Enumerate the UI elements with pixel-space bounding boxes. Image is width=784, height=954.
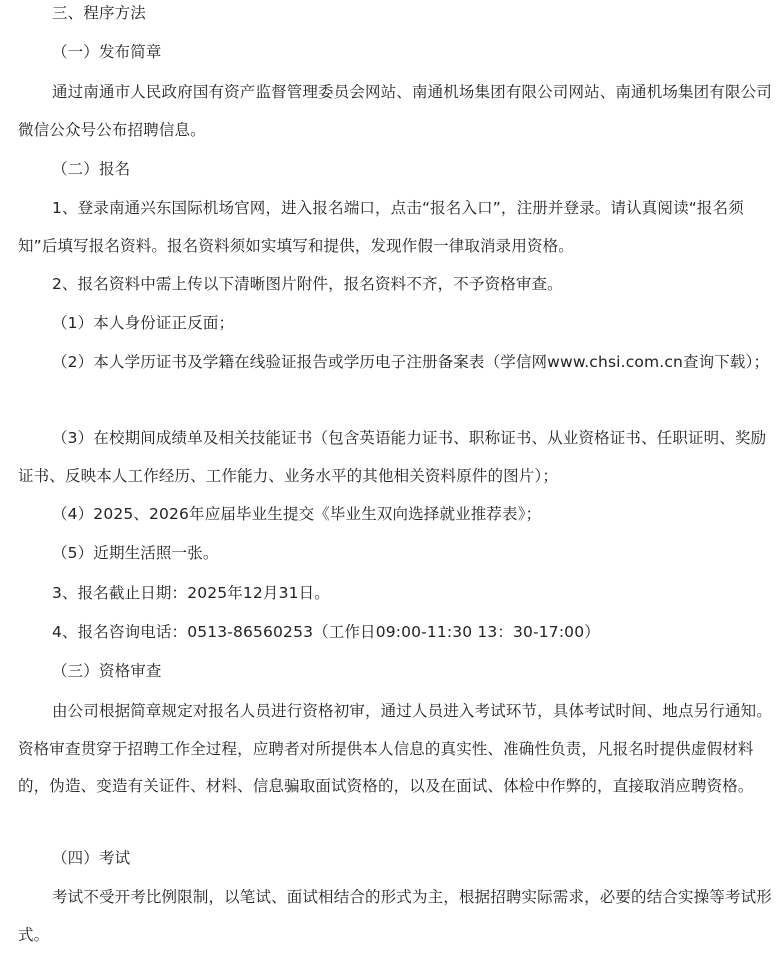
exam-paragraph: 考试不受开考比例限制，以笔试、面试相结合的形式为主，根据招聘实际需求，必要的结合实操等考试形式。 [18, 888, 772, 944]
section-heading: 三、程序方法 [52, 4, 146, 22]
registration-step-1: 1、登录南通兴东国际机场官网，进入报名端口，点击“报名入口”，注册并登录。请认真阅读“报名须知”后填写报名资料。报名资料须如实填写和提供，发现作假一律取消录用资格。 [18, 199, 744, 255]
subsection-heading-exam: （四）考试 [52, 849, 131, 867]
attachment-item-2: （2）本人学历证书及学籍在线验证报告或学历电子注册备案表（学信网www.chsi.com.cn查询下载）； [52, 353, 770, 371]
registration-step-2: 2、报名资料中需上传以下清晰图片附件，报名资料不齐，不予资格审查。 [52, 275, 563, 293]
attachment-item-3: （3）在校期间成绩单及相关技能证书（包含英语能力证书、职称证书、从业资格证书、任职证明、奖励证书、反映本人工作经历、工作能力、业务水平的其他相关资料原件的图片）； [18, 429, 767, 485]
attachment-item-5: （5）近期生活照一张。 [52, 544, 219, 562]
registration-phone: 4、报名咨询电话：0513-86560253（工作日09:00-11:30 13：30-17:00） [52, 623, 600, 641]
attachment-item-4: （4）2025、2026年应届毕业生提交《毕业生双向选择就业推荐表》； [52, 505, 542, 523]
subsection-heading-qualification: （三）资格审查 [52, 662, 162, 680]
registration-deadline: 3、报名截止日期：2025年12月31日。 [52, 584, 330, 602]
publish-paragraph: 通过南通市人民政府国有资产监督管理委员会网站、南通机场集团有限公司网站、南通机场集团有限公司微信公众号公布招聘信息。 [18, 83, 772, 139]
subsection-heading-publish: （一）发布简章 [52, 43, 162, 61]
subsection-heading-registration: （二）报名 [52, 160, 131, 178]
qualification-paragraph: 由公司根据简章规定对报名人员进行资格初审，通过人员进入考试环节，具体考试时间、地点另行通知。资格审查贯穿于招聘工作全过程，应聘者对所提供本人信息的真实性、准确性负责，凡报名时提供虚假材料的，伪造、变造有关证件、材料、信息骗取面试资格的，以及在面试、体检中作弊的，直接取消应聘资格。 [18, 702, 772, 795]
attachment-item-1: （1）本人身份证正反面； [52, 314, 235, 332]
